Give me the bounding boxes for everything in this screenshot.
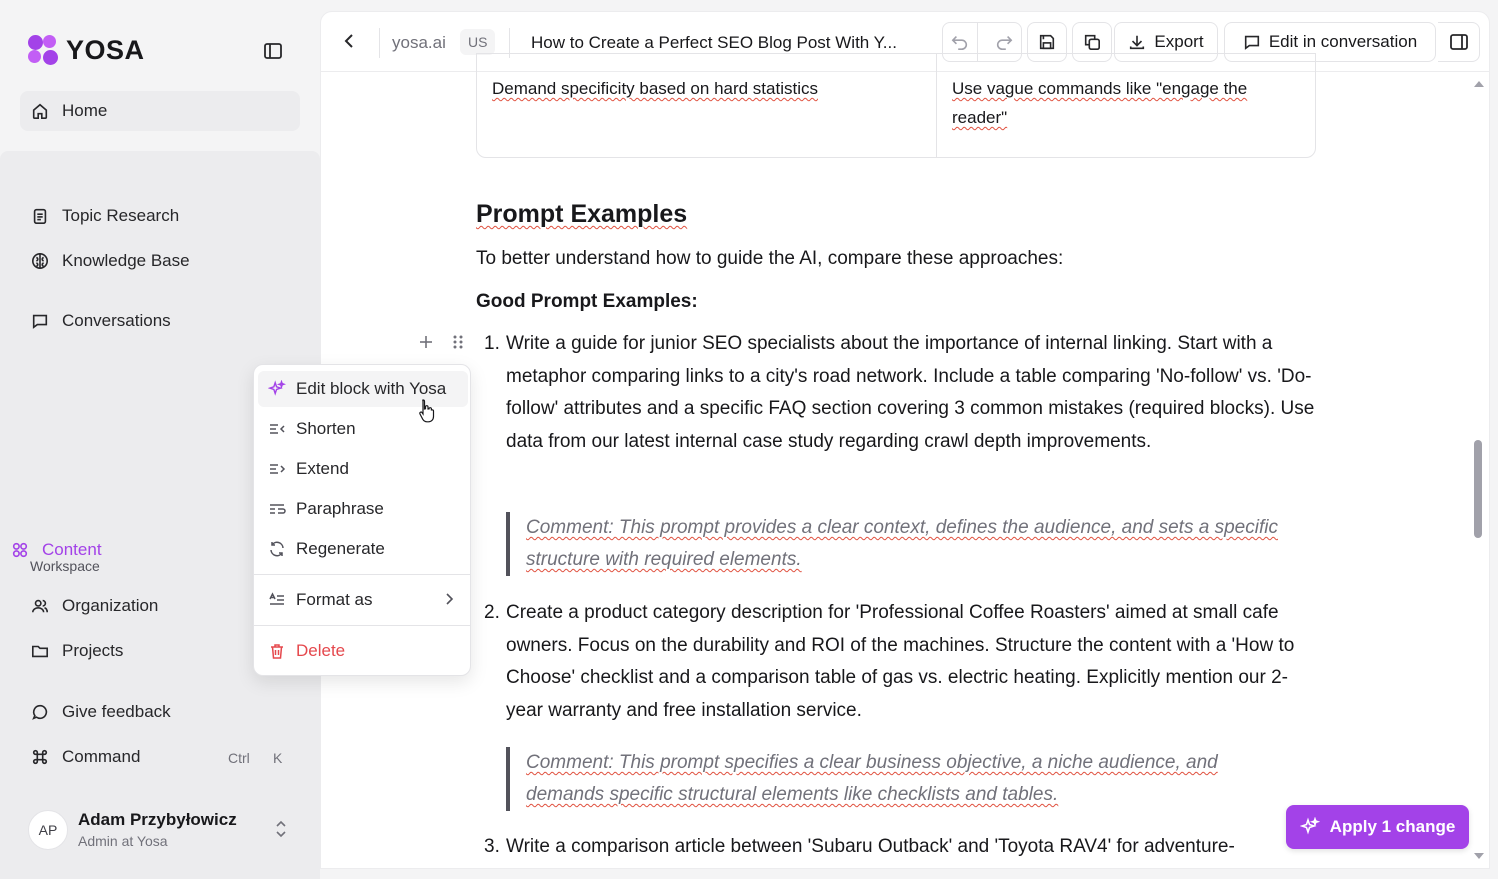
menu-item-label: Extend — [296, 459, 349, 478]
sidebar-item-command[interactable] — [20, 737, 300, 777]
menu-item-edit-block[interactable] — [258, 371, 468, 407]
list-item-text[interactable]: Write a guide for junior SEO specialists about the importance of internal linking. Start with a metaphor comparing links to a city's road network. Include a table comparing 'No-follow' vs. 'Do-follow' attributes and a specific FAQ section covering 3 common mistakes (required blocks). Use data from our latest internal case study regarding crawl depth improvements. — [506, 333, 1315, 452]
scrollbar-thumb[interactable] — [1474, 440, 1482, 538]
logo-text: YOSA — [66, 34, 145, 65]
chat-icon — [1243, 33, 1261, 51]
side-panel-toggle[interactable] — [1438, 22, 1480, 62]
chat-icon — [30, 311, 50, 331]
block-context-menu — [253, 364, 471, 676]
menu-item-label: Delete — [296, 641, 346, 660]
user-name: Adam Przybyłowicz — [78, 810, 237, 829]
blockquote-comment[interactable]: Comment: This prompt specifies a clear business objective, a niche audience, and demands specific structural elements like checklists and tables. — [506, 747, 1296, 811]
editor-panel — [320, 11, 1490, 869]
sidebar-item-give-feedback[interactable] — [20, 692, 300, 732]
download-icon — [1128, 33, 1146, 51]
refresh-icon — [268, 540, 286, 558]
home-icon — [30, 101, 50, 121]
subheading[interactable]: Good Prompt Examples: — [476, 291, 698, 312]
list-number: 1. — [484, 333, 500, 354]
apply-change-button[interactable] — [1286, 805, 1469, 849]
sparkles-icon — [268, 380, 286, 398]
chevron-right-icon — [444, 592, 454, 606]
list-item-text[interactable]: Write a comparison article between 'Subaru Outback' and 'Toyota RAV4' for adventure- — [506, 836, 1235, 857]
menu-divider — [254, 625, 470, 626]
sidebar-item-label: Conversations — [62, 311, 171, 330]
brain-icon — [30, 251, 50, 271]
sidebar-item-knowledge-base[interactable] — [20, 241, 300, 281]
scroll-down-arrow-icon[interactable] — [1473, 852, 1485, 860]
country-badge: US — [460, 29, 495, 55]
sidebar-item-label: Give feedback — [62, 702, 171, 721]
content-icon — [10, 540, 30, 560]
sidebar-item-conversations[interactable] — [20, 301, 300, 341]
back-chevron-icon[interactable] — [339, 30, 361, 52]
sidebar-item-label: Command — [62, 747, 141, 766]
document-title: How to Create a Perfect SEO Blog Post With Y... — [531, 33, 897, 52]
avatar: AP — [28, 810, 68, 850]
sidebar-item-label: Content — [42, 539, 102, 559]
menu-item-label: Paraphrase — [296, 499, 384, 518]
table-cell[interactable]: Demand specificity based on hard statistics — [492, 79, 818, 98]
command-icon — [30, 747, 50, 767]
message-circle-icon — [30, 702, 50, 722]
sidebar-item-topic-research[interactable] — [20, 196, 300, 236]
clipboard-icon — [30, 206, 50, 226]
table-divider — [936, 54, 937, 157]
section-heading[interactable]: Prompt Examples — [476, 200, 688, 228]
menu-item-label: Shorten — [296, 419, 356, 438]
sidebar-toggle-icon[interactable] — [262, 40, 284, 62]
toolbar-divider — [379, 28, 380, 58]
menu-item-extend[interactable] — [258, 451, 468, 487]
sidebar-item-label: Topic Research — [62, 206, 180, 225]
export-label: Export — [1154, 32, 1204, 51]
project-domain: yosa.ai — [392, 33, 446, 52]
menu-item-label: Regenerate — [296, 539, 385, 558]
scroll-up-arrow-icon[interactable] — [1473, 80, 1485, 88]
logo-mark-icon — [26, 33, 60, 67]
users-icon — [30, 596, 50, 616]
panel-right-icon — [1449, 32, 1469, 52]
sidebar-item-label: Organization — [62, 596, 159, 615]
sidebar-item-label: Projects — [62, 641, 124, 660]
menu-item-paraphrase[interactable] — [258, 491, 468, 527]
sparkles-icon — [1300, 817, 1320, 837]
folder-icon — [30, 641, 50, 661]
list-item-text[interactable]: Create a product category description for 'Professional Coffee Roasters' aimed at small cafe owners. Focus on the durability and ROI of the machines. Structure the content with a 'How to Choose' checklist and a comparison table of gas vs. electric heating. Explicitly mention our 2-year warranty and free installation service. — [506, 602, 1295, 721]
shorten-icon — [268, 420, 286, 438]
list-number: 2. — [484, 602, 500, 623]
chevrons-up-down-icon — [274, 820, 288, 838]
shortcut-key: K — [273, 750, 283, 766]
blockquote-comment[interactable]: Comment: This prompt provides a clear context, defines the audience, and sets a specific structure with required elements. — [506, 512, 1296, 576]
menu-divider — [254, 574, 470, 575]
workspace-label: Workspace — [30, 558, 100, 574]
menu-item-shorten[interactable] — [258, 411, 468, 447]
logo[interactable] — [26, 33, 145, 67]
save-icon — [1038, 33, 1056, 51]
copy-icon — [1083, 33, 1101, 51]
edit-conv-label: Edit in conversation — [1268, 32, 1418, 51]
sidebar-item-label: Knowledge Base — [62, 251, 190, 270]
apply-label: Apply 1 change — [1329, 817, 1456, 836]
menu-item-format-as[interactable] — [258, 582, 468, 618]
comparison-table — [476, 53, 1316, 158]
extend-icon — [268, 460, 286, 478]
drag-handle-icon[interactable] — [449, 333, 467, 351]
menu-item-delete[interactable] — [258, 633, 468, 669]
user-role: Admin at Yosa — [78, 833, 168, 849]
shortcut-ctrl: Ctrl — [228, 750, 250, 766]
document-content[interactable] — [321, 73, 1489, 869]
intro-paragraph[interactable]: To better understand how to guide the AI, compare these approaches: — [476, 248, 1064, 269]
add-block-icon[interactable] — [417, 333, 435, 351]
menu-item-label: Edit block with Yosa — [296, 379, 447, 398]
mouse-pointer-icon — [418, 398, 436, 424]
sidebar-item-label: Home — [62, 101, 108, 120]
trash-icon — [268, 642, 286, 660]
sidebar-item-home[interactable] — [20, 91, 300, 131]
paraphrase-icon — [268, 500, 286, 518]
list-number: 3. — [484, 836, 500, 857]
menu-item-label: Format as — [296, 590, 373, 609]
menu-item-regenerate[interactable] — [258, 531, 468, 567]
table-cell[interactable]: Use vague commands like "engage the reader" — [952, 79, 1248, 127]
user-menu[interactable] — [28, 806, 298, 852]
format-icon — [268, 591, 286, 609]
